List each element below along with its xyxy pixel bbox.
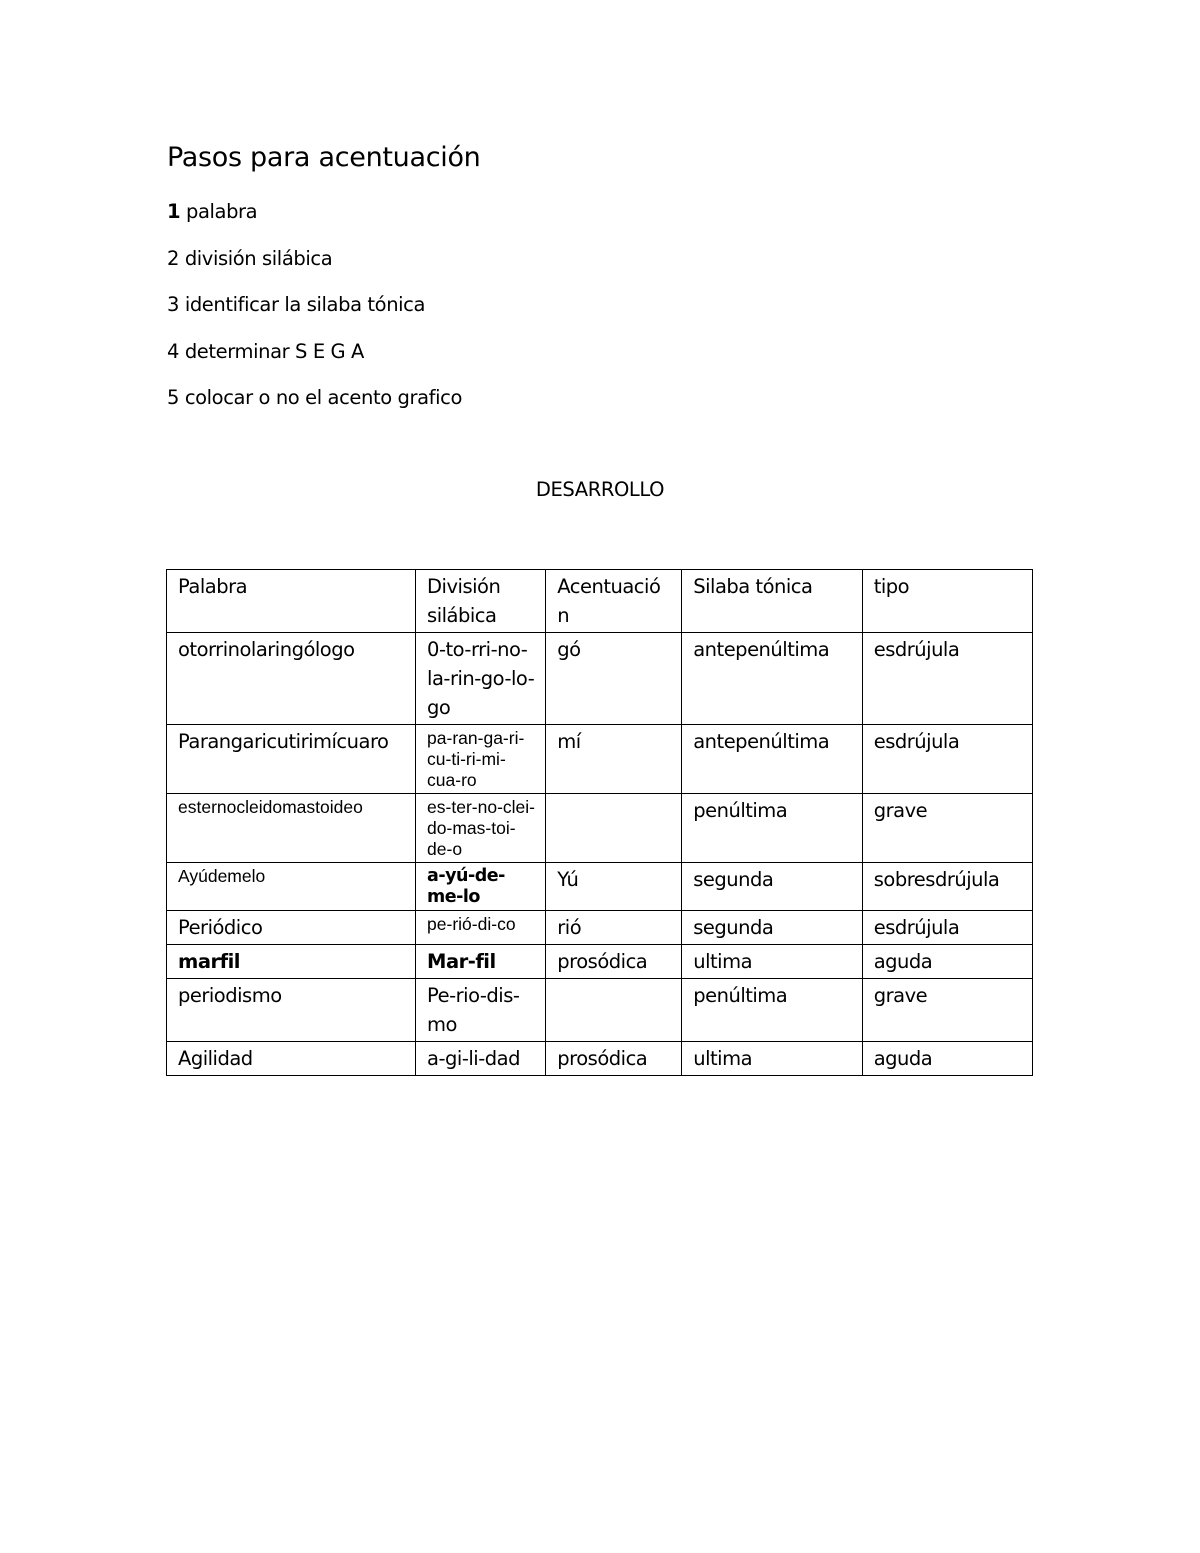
- table-row: [167, 725, 1033, 794]
- table-row: [167, 633, 1033, 725]
- table-cell: grave: [862, 794, 1032, 863]
- header-cell-tipo: tipo: [862, 570, 1032, 633]
- step-text: palabra: [180, 200, 258, 223]
- step-item: [167, 198, 462, 245]
- step-number: 3: [167, 293, 180, 316]
- table-cell: pe-rió-di-co: [416, 911, 546, 945]
- table-cell: esdrújula: [862, 911, 1032, 945]
- table-cell: aguda: [862, 1042, 1032, 1076]
- table-cell: mí: [546, 725, 682, 794]
- table-cell: penúltima: [682, 794, 863, 863]
- table-cell: prosódica: [546, 1042, 682, 1076]
- table-cell: marfil: [167, 945, 416, 979]
- table-cell: Pe-rio-dis-mo: [416, 979, 546, 1042]
- table-row: [167, 794, 1033, 863]
- table-cell: segunda: [682, 911, 863, 945]
- table-header-row: [167, 570, 1033, 633]
- table-cell: a-yú-de-me-lo: [416, 863, 546, 911]
- accentuation-table: [166, 569, 1033, 1076]
- table-cell: periodismo: [167, 979, 416, 1042]
- table-cell: otorrinolaringólogo: [167, 633, 416, 725]
- table-cell: pa-ran-ga-ri-cu-ti-ri-mi-cua-ro: [416, 725, 546, 794]
- table-row: [167, 945, 1033, 979]
- step-text: identificar la silaba tónica: [179, 293, 426, 316]
- table-row: [167, 911, 1033, 945]
- table-cell: Ayúdemelo: [167, 863, 416, 911]
- table-cell: Mar-fil: [416, 945, 546, 979]
- step-text: determinar S E G A: [179, 339, 364, 363]
- header-cell-silaba-tonica: Silaba tónica: [682, 570, 863, 633]
- header-cell-palabra: Palabra: [167, 570, 416, 633]
- table-cell: aguda: [862, 945, 1032, 979]
- step-number: 1: [167, 200, 181, 223]
- table-cell: es-ter-no-clei-do-mas-toi-de-o: [416, 794, 546, 863]
- document-title: Pasos para acentuación: [167, 142, 481, 173]
- table-cell: Periódico: [167, 911, 416, 945]
- table-row: [167, 1042, 1033, 1076]
- table-cell: prosódica: [546, 945, 682, 979]
- header-cell-acentuacion: Acentuación: [546, 570, 682, 633]
- table-cell: [546, 794, 682, 863]
- table-row: [167, 979, 1033, 1042]
- table-cell: penúltima: [682, 979, 863, 1042]
- step-number: 5: [167, 386, 180, 409]
- step-item: [167, 338, 462, 385]
- table-cell: esdrújula: [862, 633, 1032, 725]
- steps-list: [167, 198, 462, 431]
- header-cell-division: División silábica: [416, 570, 546, 633]
- table-cell: esdrújula: [862, 725, 1032, 794]
- step-item: [167, 245, 462, 292]
- step-text: división silábica: [179, 246, 333, 270]
- table-cell: gó: [546, 633, 682, 725]
- table-cell: esternocleidomastoideo: [167, 794, 416, 863]
- table-cell: Yú: [546, 863, 682, 911]
- table-cell: Agilidad: [167, 1042, 416, 1076]
- section-title: DESARROLLO: [535, 478, 665, 501]
- step-number: 4: [167, 339, 180, 363]
- table-cell: segunda: [682, 863, 863, 911]
- step-item: [167, 384, 462, 431]
- table-cell: 0-to-rri-no-la-rin-go-lo-go: [416, 633, 546, 725]
- table-cell: grave: [862, 979, 1032, 1042]
- step-number: 2: [167, 246, 180, 270]
- table-cell: ultima: [682, 1042, 863, 1076]
- step-text: colocar o no el acento grafico: [179, 386, 463, 409]
- table-cell: a-gi-li-dad: [416, 1042, 546, 1076]
- table-cell: antepenúltima: [682, 633, 863, 725]
- table-cell: antepenúltima: [682, 725, 863, 794]
- table-cell: Parangaricutirimícuaro: [167, 725, 416, 794]
- step-item: [167, 291, 462, 338]
- table-cell: sobresdrújula: [862, 863, 1032, 911]
- table-row: [167, 863, 1033, 911]
- table-cell: [546, 979, 682, 1042]
- table-cell: rió: [546, 911, 682, 945]
- table-cell: ultima: [682, 945, 863, 979]
